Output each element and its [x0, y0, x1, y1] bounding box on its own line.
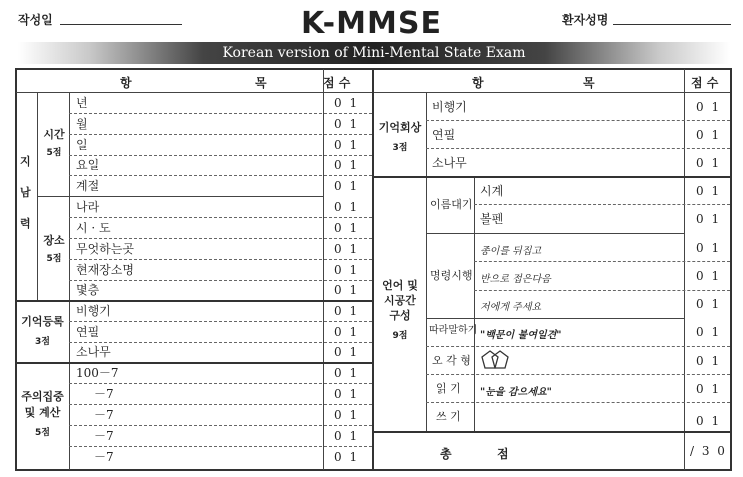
repeat-phrase: "백문이 불여일견" [480, 330, 562, 341]
patient-name-field[interactable] [613, 24, 731, 25]
pentagon-label: 오 각 형 [432, 354, 471, 367]
naming-label: 이름대기 [430, 198, 473, 211]
attention-item-4: －7 [94, 429, 114, 443]
score-attention-2[interactable]: 0 1 [334, 387, 360, 401]
recall-item-airplane: 비행기 [432, 100, 467, 114]
attention-label-1: 주의집중 [21, 390, 64, 403]
score-attention-3[interactable]: 0 1 [334, 408, 360, 422]
time-item-weekday: 요일 [76, 158, 100, 172]
score-place-floor[interactable]: 0 1 [334, 283, 360, 297]
write-label: 쓰 기 [436, 410, 461, 423]
score-place-country[interactable]: 0 1 [334, 200, 360, 214]
pentagon-icon [480, 348, 514, 372]
header-score-left: 점 수 [323, 76, 351, 90]
score-pentagon[interactable]: 0 1 [696, 354, 722, 368]
total-label-l: 총 [440, 447, 452, 461]
place-item-name: 현재장소명 [76, 263, 134, 277]
read-label: 읽 기 [436, 382, 461, 395]
score-attention-5[interactable]: 0 1 [334, 450, 360, 464]
attention-points: 5점 [35, 428, 50, 438]
naming-item-pen: 볼펜 [480, 212, 504, 226]
time-item-year: 년 [76, 96, 88, 110]
orientation-char-1: 지 [20, 155, 31, 168]
score-naming-pen[interactable]: 0 1 [696, 212, 722, 226]
score-time-year[interactable]: 0 1 [334, 96, 360, 110]
place-item-floor: 몇층 [76, 283, 100, 297]
recall-item-pine: 소나무 [432, 156, 467, 170]
time-item-season: 계절 [76, 179, 100, 193]
score-repeat[interactable]: 0 1 [696, 325, 722, 339]
score-time-weekday[interactable]: 0 1 [334, 158, 360, 172]
score-registration-airplane[interactable]: 0 1 [334, 304, 360, 318]
registration-label: 기억등록 [21, 315, 64, 328]
form-title: K-MMSE [301, 6, 442, 41]
read-phrase: "눈을 감으세요" [480, 387, 552, 398]
place-item-purpose: 무엇하는곳 [76, 242, 134, 256]
place-points: 5점 [46, 254, 62, 264]
repeat-label: 따라말하기 [429, 325, 478, 336]
score-registration-pine[interactable]: 0 1 [334, 345, 360, 359]
command-label: 명령시행 [430, 269, 473, 282]
header-item-r2: 목 [583, 76, 595, 90]
attention-item-3: －7 [94, 408, 114, 422]
score-read[interactable]: 0 1 [696, 382, 722, 396]
registration-item-pencil: 연필 [76, 325, 100, 339]
date-label: 작성일 [18, 13, 53, 27]
recall-label: 기억회상 [378, 121, 422, 134]
recall-points: 3점 [392, 143, 408, 153]
score-attention-4[interactable]: 0 1 [334, 429, 360, 443]
language-label-2: 시공간 [384, 294, 416, 307]
registration-item-pine: 소나무 [76, 345, 111, 359]
command-item-fold: 반으로 접은다음 [480, 274, 551, 285]
time-points: 5점 [46, 148, 62, 158]
attention-item-1: 100－7 [76, 366, 119, 380]
time-label: 시간 [43, 128, 65, 141]
total-score[interactable]: / 3 0 [690, 444, 727, 458]
patient-name-label: 환자성명 [562, 13, 609, 27]
time-item-month: 월 [76, 117, 88, 131]
naming-item-clock: 시계 [480, 184, 504, 198]
score-command-flip[interactable]: 0 1 [696, 241, 722, 255]
place-item-province: 시 · 도 [76, 221, 111, 235]
language-points: 9점 [392, 331, 408, 341]
attention-item-2: －7 [94, 387, 114, 401]
score-recall-pencil[interactable]: 0 1 [696, 128, 722, 142]
orientation-char-2: 남 [20, 186, 31, 199]
command-item-flip: 종이를 뒤집고 [480, 246, 542, 257]
place-label: 장소 [43, 234, 65, 247]
score-command-give[interactable]: 0 1 [696, 297, 722, 311]
score-recall-pine[interactable]: 0 1 [696, 156, 722, 170]
score-command-fold[interactable]: 0 1 [696, 269, 722, 283]
language-label-3: 구성 [389, 309, 411, 322]
recall-item-pencil: 연필 [432, 128, 456, 142]
header-item-l2: 항 [472, 76, 484, 90]
score-naming-clock[interactable]: 0 1 [696, 184, 722, 198]
score-place-name[interactable]: 0 1 [334, 263, 360, 277]
time-item-day: 일 [76, 138, 88, 152]
score-recall-airplane[interactable]: 0 1 [696, 100, 722, 114]
score-time-day[interactable]: 0 1 [334, 138, 360, 152]
registration-points: 3점 [35, 337, 50, 347]
attention-label-2: 및 계산 [24, 406, 61, 419]
place-item-country: 나라 [76, 200, 100, 214]
registration-item-airplane: 비행기 [76, 304, 111, 318]
header-score-right: 점 수 [691, 76, 719, 90]
score-write[interactable]: 0 1 [696, 414, 722, 428]
score-time-season[interactable]: 0 1 [334, 179, 360, 193]
orientation-char-3: 력 [20, 217, 31, 230]
header-item-r: 목 [255, 76, 267, 90]
header-item-l: 항 [120, 76, 132, 90]
score-place-purpose[interactable]: 0 1 [334, 242, 360, 256]
score-place-province[interactable]: 0 1 [334, 221, 360, 235]
total-label-r: 점 [497, 447, 509, 461]
score-registration-pencil[interactable]: 0 1 [334, 325, 360, 339]
form-subtitle: Korean version of Mini-Mental State Exam [222, 45, 526, 61]
score-time-month[interactable]: 0 1 [334, 117, 360, 131]
command-item-give: 저에게 주세요 [480, 302, 542, 313]
language-label-1: 언어 및 [382, 279, 418, 292]
attention-item-5: －7 [94, 450, 114, 464]
score-attention-1[interactable]: 0 1 [334, 366, 360, 380]
